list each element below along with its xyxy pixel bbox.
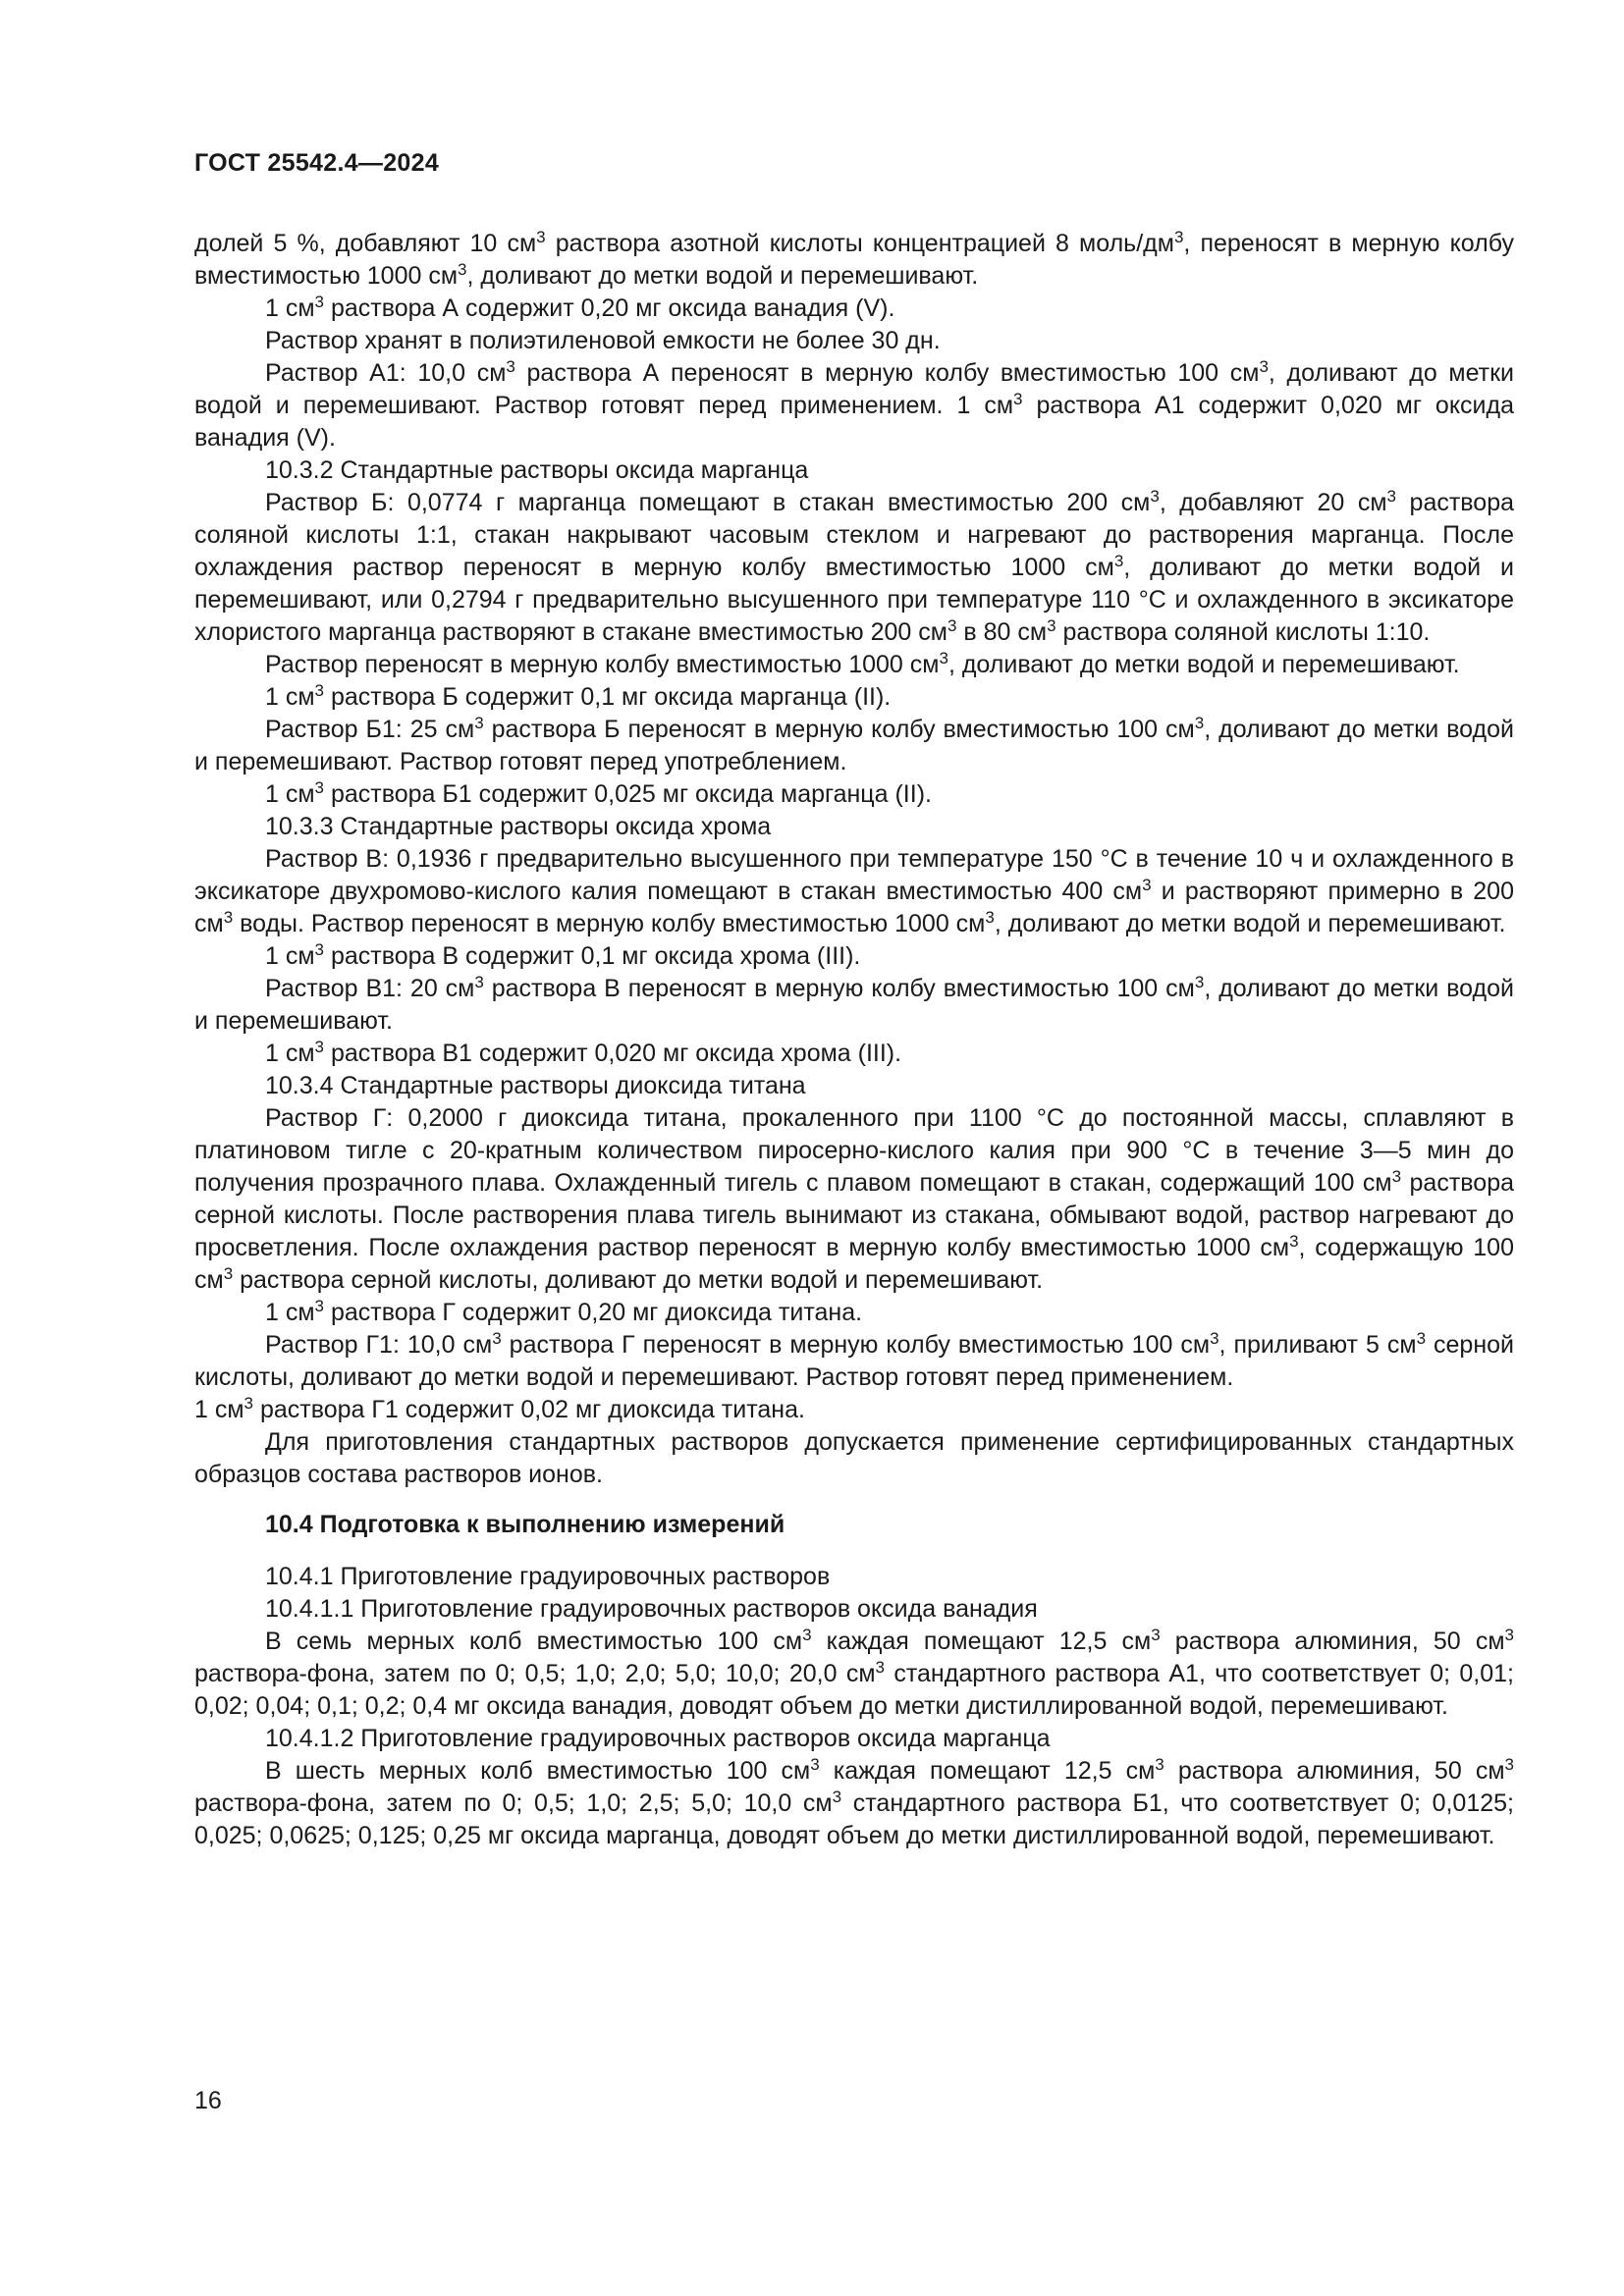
document-body bbox=[194, 228, 1514, 1852]
body-paragraph: В шесть мерных колб вместимостью 100 $см^3$ каждая помещают 12,5 $см^3$ раствора алюминия, 50 $см^3$ раствора-фона, затем по 0; 0,5; 1,0; 2,5; 5,0; 10,0 $см^3$ стандартного раствора Б1, что соответствует 0; 0,0125; 0,025; 0,0625; 0,125; 0,25 мг оксида марганца, доводят объем до метки дистиллированной водой, перемешивают. bbox=[194, 1755, 1514, 1849]
body-paragraph: 10.3.2 Стандартные растворы оксида марганца bbox=[265, 456, 809, 484]
body-paragraph: 10.3.4 Стандартные растворы диоксида титана bbox=[265, 1072, 806, 1099]
body-paragraph: 10.3.3 Стандартные растворы оксида хрома bbox=[265, 813, 772, 840]
body-paragraph: 1 $см^3$ раствора Г1 содержит 0,02 мг диоксида титана. bbox=[194, 1394, 805, 1423]
section-heading: 10.4 Подготовка к выполнению измерений bbox=[265, 1511, 785, 1538]
body-paragraph: 1 $см^3$ раствора А содержит 0,20 мг оксида ванадия (V). bbox=[265, 293, 895, 322]
body-paragraph: Раствор А1: 10,0 $см^3$ раствора А переносят в мерную колбу вместимостью 100 $см^3$, доливают до метки водой и перемешивают. Раствор готовят перед применением. 1 $см^3$ раствора А1 содержит 0,020 мг оксида ванадия (V). bbox=[194, 357, 1515, 452]
body-paragraph: Раствор В: 0,1936 г предварительно высушенного при температуре 150 °С в течение 10 ч и охлажденного в эксикаторе двухромово-кислого калия помещают в стакан вместимостью 400 $см^3$ и растворяют примерно в 200 $см^3$ воды. Раствор переносят в мерную колбу вместимостью 1000 $см^3$, доливают до метки водой и перемешивают. bbox=[194, 845, 1514, 937]
body-paragraph: Раствор хранят в полиэтиленовой емкости не более 30 дн. bbox=[265, 327, 941, 354]
body-paragraph: 1 $см^3$ раствора В1 содержит 0,020 мг оксида хрома (III). bbox=[265, 1038, 902, 1067]
body-paragraph: 1 $см^3$ раствора Б содержит 0,1 мг оксида марганца (II). bbox=[265, 681, 892, 711]
page-number: 16 bbox=[194, 2087, 222, 2114]
body-paragraph: Раствор В1: 20 $см^3$ раствора В переносят в мерную колбу вместимостью 100 $см^3$, доливают до метки водой и перемешивают. bbox=[194, 973, 1514, 1035]
body-paragraph: 10.4.1.1 Приготовление градуировочных растворов оксида ванадия bbox=[265, 1595, 1038, 1623]
body-paragraph: В семь мерных колб вместимостью 100 $см^3$ каждая помещают 12,5 $см^3$ раствора алюминия, 50 $см^3$ раствора-фона, затем по 0; 0,5; 1,0; 2,0; 5,0; 10,0; 20,0 $см^3$ стандартного раствора А1, что соответствует 0; 0,01; 0,02; 0,04; 0,1; 0,2; 0,4 мг оксида ванадия, доводят объем до метки дистиллированной водой, перемешивают. bbox=[194, 1626, 1515, 1720]
body-paragraph: долей 5 %, добавляют 10 $см^3$ раствора азотной кислоты концентрацией 8 моль/$дм^3$, переносят в мерную колбу вместимостью 1000 $см^3$, доливают до метки водой и перемешивают. bbox=[194, 228, 1514, 290]
body-paragraph: Для приготовления стандартных растворов допускается применение сертифицированных стандартных образцов состава растворов ионов. bbox=[194, 1428, 1514, 1488]
body-paragraph: 1 $см^3$ раствора Г содержит 0,20 мг диоксида титана. bbox=[265, 1297, 863, 1326]
body-paragraph: Раствор переносят в мерную колбу вместимостью 1000 $см^3$, доливают до метки водой и перемешивают. bbox=[265, 649, 1460, 678]
body-paragraph: 1 $см^3$ раствора В содержит 0,1 мг оксида хрома (III). bbox=[265, 940, 861, 970]
body-paragraph: 1 $см^3$ раствора Б1 содержит 0,025 мг оксида марганца (II). bbox=[265, 778, 932, 808]
body-paragraph: Раствор Г1: 10,0 $см^3$ раствора Г переносят в мерную колбу вместимостью 100 $см^3$, приливают 5 $см^3$ серной кислоты, доливают до метки водой и перемешивают. Раствор готовят перед применением. bbox=[194, 1329, 1515, 1391]
body-paragraph: Раствор Б1: 25 $см^3$ раствора Б переносят в мерную колбу вместимостью 100 $см^3$, доливают до метки водой и перемешивают. Раствор готовят перед употреблением. bbox=[194, 714, 1514, 775]
body-paragraph: 10.4.1 Приготовление градуировочных растворов bbox=[265, 1563, 831, 1590]
body-paragraph: Раствор Б: 0,0774 г марганца помещают в стакан вместимостью 200 $см^3$, добавляют 20 $см^3$ раствора соляной кислоты 1:1, стакан накрывают часовым стеклом и нагревают до растворения марганца. После охлаждения раствор переносят в мерную колбу вместимостью 1000 $см^3$, доливают до метки водой и перемешивают, или 0,2794 г предварительно высушенного при температуре 110 °С и охлажденного в эксикаторе хлористого марганца растворяют в стакане вместимостью 200 $см^3$ в 80 $см^3$ раствора соляной кислоты 1:10. bbox=[194, 487, 1515, 646]
body-paragraph: Раствор Г: 0,2000 г диоксида титана, прокаленного при 1100 °С до постоянной массы, сплавляют в платиновом тигле с 20-кратным количеством пиросерно-кислого калия при 900 °С в течение 3—5 мин до получения прозрачного плава. Охлажденный тигель с плавом помещают в стакан, содержащий 100 $см^3$ раствора серной кислоты. После растворения плава тигель вынимают из стакана, обмывают водой, раствор нагревают до просветления. После охлаждения раствор переносят в мерную колбу вместимостью 1000 $см^3$, содержащую 100 $см^3$ раствора серной кислоты, доливают до метки водой и перемешивают. bbox=[194, 1104, 1514, 1294]
body-paragraph: 10.4.1.2 Приготовление градуировочных растворов оксида марганца bbox=[265, 1725, 1051, 1752]
document-code-header: ГОСТ 25542.4—2024 bbox=[194, 149, 440, 177]
